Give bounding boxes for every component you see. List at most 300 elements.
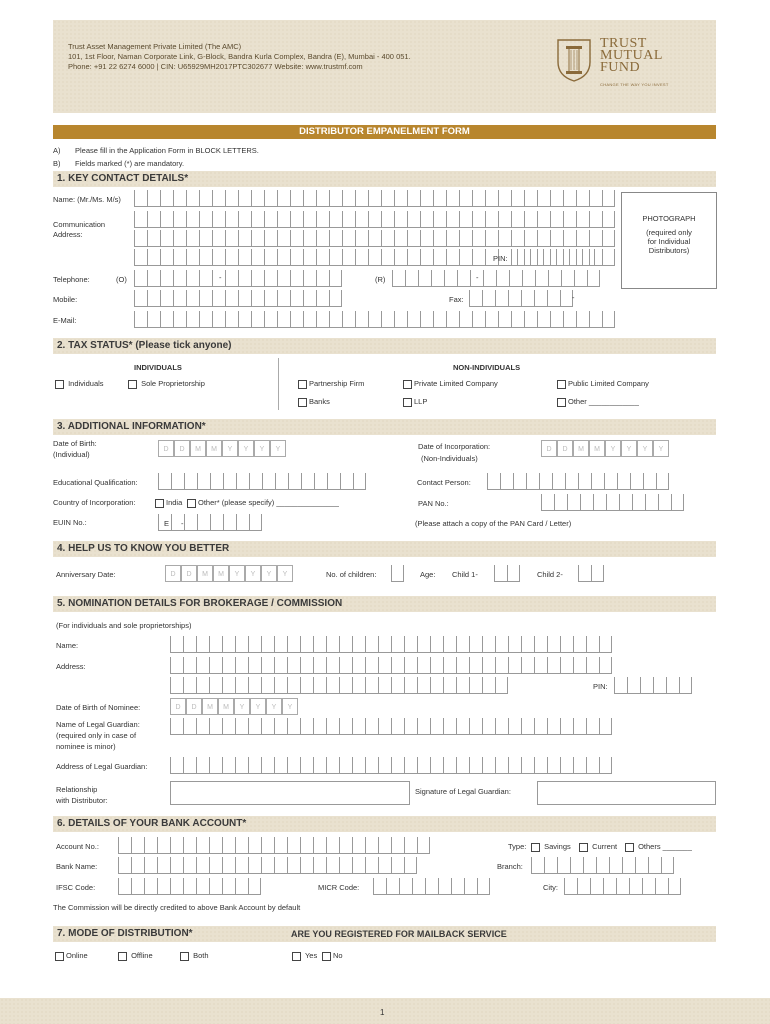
char-cell: [238, 249, 251, 266]
others-option[interactable]: [625, 842, 692, 852]
pan-input[interactable]: [541, 494, 684, 511]
char-cell: [378, 677, 391, 694]
char-cell: [469, 290, 482, 307]
char-cell: [381, 230, 394, 247]
char-cell: [173, 230, 186, 247]
others-label: Others _______: [638, 842, 692, 851]
char-cell: [417, 837, 430, 854]
branch-label: Branch:: [497, 862, 523, 871]
nominee-pin-input[interactable]: [614, 677, 692, 694]
other-tax-checkbox[interactable]: [557, 398, 566, 407]
savings-option[interactable]: [531, 842, 571, 852]
photograph-box[interactable]: [621, 192, 717, 289]
char-cell: [300, 657, 313, 674]
doi-date-input[interactable]: [541, 440, 669, 457]
banks-checkbox[interactable]: [298, 398, 307, 407]
branch-input[interactable]: [531, 857, 674, 874]
account-type-label: Type:: [508, 842, 527, 851]
individuals-option[interactable]: [55, 379, 104, 389]
char-cell: [184, 473, 197, 490]
char-cell: [326, 657, 339, 674]
nominee-dob-input[interactable]: [170, 698, 298, 715]
char-cell: [261, 718, 274, 735]
char-cell: [602, 190, 615, 207]
no-checkbox[interactable]: [322, 952, 331, 961]
char-cell: [560, 636, 573, 653]
char-cell: [238, 311, 251, 328]
char-cell: [238, 230, 251, 247]
char-cell: [329, 190, 342, 207]
char-cell: [495, 657, 508, 674]
char-cell: [329, 311, 342, 328]
char-cell: [417, 718, 430, 735]
date-cell: Y: [245, 565, 261, 582]
char-cell: [290, 211, 303, 228]
char-cell: [290, 230, 303, 247]
char-cell: [616, 878, 629, 895]
char-cell: [599, 636, 612, 653]
partnership-checkbox[interactable]: [298, 380, 307, 389]
char-cell: [186, 230, 199, 247]
char-cell: [222, 857, 235, 874]
char-cell: [352, 657, 365, 674]
date-cell: D: [541, 440, 557, 457]
char-cell: [381, 211, 394, 228]
char-cell: [355, 311, 368, 328]
logo-word-mutual: MUTUAL: [600, 48, 663, 63]
char-cell: [430, 636, 443, 653]
other-tax-label: Other ____________: [568, 397, 639, 406]
char-cell: [524, 190, 537, 207]
char-cell: [578, 473, 591, 490]
children-count-input[interactable]: [391, 565, 404, 582]
char-cell: [274, 657, 287, 674]
char-cell: [223, 514, 236, 531]
other-tax-option[interactable]: [557, 397, 639, 407]
char-cell: [456, 757, 469, 774]
char-cell: [329, 290, 342, 307]
nominee-address-2-input[interactable]: [170, 677, 508, 694]
char-cell: [277, 270, 290, 287]
char-cell: [498, 230, 511, 247]
char-cell: [342, 249, 355, 266]
char-cell: [543, 249, 556, 266]
child2-age-input[interactable]: [578, 565, 604, 582]
mobile-input[interactable]: [134, 290, 342, 307]
char-cell: [264, 270, 277, 287]
char-cell: [183, 677, 196, 694]
char-cell: [301, 473, 314, 490]
char-cell: [274, 677, 287, 694]
char-cell: [365, 757, 378, 774]
char-cell: [606, 494, 619, 511]
char-cell: [300, 757, 313, 774]
city-input[interactable]: [564, 878, 681, 895]
guardian-name-input[interactable]: [170, 718, 612, 735]
char-cell: [482, 677, 495, 694]
char-cell: [365, 837, 378, 854]
char-cell: [264, 290, 277, 307]
char-cell: [235, 837, 248, 854]
char-cell: [547, 636, 560, 653]
char-cell: [548, 270, 561, 287]
public-option[interactable]: [557, 379, 649, 389]
char-cell: [443, 636, 456, 653]
date-cell: M: [213, 565, 229, 582]
char-cell: [316, 290, 329, 307]
char-cell: [507, 565, 520, 582]
char-cell: [209, 857, 222, 874]
char-cell: [537, 311, 550, 328]
char-cell: [602, 211, 615, 228]
account-no-input[interactable]: [118, 837, 430, 854]
char-cell: [591, 565, 604, 582]
char-cell: [352, 636, 365, 653]
char-cell: [407, 230, 420, 247]
char-cell: [378, 636, 391, 653]
other-country-checkbox[interactable]: [187, 499, 196, 508]
date-cell: M: [589, 440, 605, 457]
char-cell: [249, 514, 262, 531]
char-cell: [287, 718, 300, 735]
pvt-option[interactable]: [403, 379, 498, 389]
char-cell: [352, 757, 365, 774]
sole-checkbox[interactable]: [128, 380, 137, 389]
bank-note: The Commission will be directly credited to above Bank Account by default: [53, 903, 301, 912]
char-cell: [556, 249, 569, 266]
yes-checkbox[interactable]: [292, 952, 301, 961]
guardian-address-input[interactable]: [170, 757, 612, 774]
char-cell: [238, 190, 251, 207]
banks-option[interactable]: [298, 397, 330, 407]
char-cell: [617, 473, 630, 490]
char-cell: [609, 857, 622, 874]
char-cell: [329, 211, 342, 228]
char-cell: [290, 290, 303, 307]
anniversary-label: Anniversary Date:: [56, 570, 116, 579]
char-cell: [583, 857, 596, 874]
name-input[interactable]: [134, 190, 615, 207]
char-cell: [368, 230, 381, 247]
char-cell: [541, 494, 554, 511]
char-cell: [274, 757, 287, 774]
char-cell: [277, 230, 290, 247]
char-cell: [248, 757, 261, 774]
char-cell: [303, 249, 316, 266]
nominee-name-input[interactable]: [170, 636, 612, 653]
char-cell: [576, 311, 589, 328]
pan-note: (Please attach a copy of the PAN Card / Letter): [415, 519, 572, 528]
char-cell: [522, 270, 535, 287]
llp-checkbox[interactable]: [403, 398, 412, 407]
dob-date-input[interactable]: [158, 440, 286, 457]
dob-label-2: (Individual): [53, 450, 90, 459]
char-cell: [212, 190, 225, 207]
telephone-residence-input[interactable]: [392, 270, 600, 287]
char-cell: [157, 857, 170, 874]
photo-note-2: for Individual: [647, 237, 691, 246]
char-cell: [537, 230, 550, 247]
char-cell: [560, 657, 573, 674]
char-cell: [394, 311, 407, 328]
email-input[interactable]: [134, 311, 615, 328]
char-cell: [196, 857, 209, 874]
char-cell: [485, 190, 498, 207]
mailback-yes-option[interactable]: [292, 951, 317, 961]
other-country-option[interactable]: [187, 498, 339, 508]
india-option[interactable]: [155, 498, 182, 508]
char-cell: [326, 757, 339, 774]
char-cell: [451, 878, 464, 895]
char-cell: [394, 230, 407, 247]
char-cell: [340, 473, 353, 490]
char-cell: [342, 190, 355, 207]
char-cell: [391, 565, 404, 582]
char-cell: [394, 249, 407, 266]
offline-option[interactable]: [118, 951, 153, 961]
char-cell: [459, 211, 472, 228]
char-cell: [531, 857, 544, 874]
char-cell: [381, 311, 394, 328]
char-cell: [404, 837, 417, 854]
online-checkbox[interactable]: [55, 952, 64, 961]
pvt-label: Private Limited Company: [414, 379, 498, 388]
pvt-checkbox[interactable]: [403, 380, 412, 389]
others-checkbox[interactable]: [625, 843, 634, 852]
section-bank-account: 6. DETAILS OF YOUR BANK ACCOUNT*: [53, 816, 716, 832]
char-cell: [287, 657, 300, 674]
char-cell: [173, 311, 186, 328]
current-option[interactable]: [579, 842, 617, 852]
char-cell: [355, 211, 368, 228]
char-cell: [199, 211, 212, 228]
char-cell: [391, 837, 404, 854]
fax-input[interactable]: [469, 290, 573, 307]
char-cell: [300, 857, 313, 874]
micr-input[interactable]: [373, 878, 490, 895]
individuals-checkbox[interactable]: [55, 380, 64, 389]
online-option[interactable]: [55, 951, 88, 961]
char-cell: [550, 230, 563, 247]
char-cell: [446, 211, 459, 228]
partnership-option[interactable]: [298, 379, 364, 389]
char-cell: [248, 677, 261, 694]
char-cell: [313, 857, 326, 874]
char-cell: [430, 677, 443, 694]
char-cell: [630, 473, 643, 490]
char-cell: [469, 718, 482, 735]
char-cell: [199, 311, 212, 328]
char-cell: [147, 311, 160, 328]
char-cell: [327, 473, 340, 490]
telephone-office-input[interactable]: [134, 270, 342, 287]
char-cell: [316, 230, 329, 247]
pin-label: PIN:: [493, 254, 508, 263]
char-cell: [261, 677, 274, 694]
address-line-1-input[interactable]: [134, 211, 615, 228]
education-input[interactable]: [158, 473, 366, 490]
char-cell: [173, 211, 186, 228]
form-title: DISTRIBUTOR EMPANELMENT FORM: [53, 125, 716, 139]
char-cell: [420, 211, 433, 228]
char-cell: [511, 211, 524, 228]
anniversary-date-input[interactable]: [165, 565, 293, 582]
relationship-input[interactable]: [170, 781, 410, 805]
pin-input[interactable]: [517, 249, 595, 266]
char-cell: [459, 311, 472, 328]
char-cell: [526, 473, 539, 490]
char-cell: [456, 636, 469, 653]
char-cell: [563, 190, 576, 207]
edu-label: Educational Qualification:: [53, 478, 138, 487]
char-cell: [578, 565, 591, 582]
char-cell: [186, 270, 199, 287]
char-cell: [160, 190, 173, 207]
char-cell: [235, 857, 248, 874]
char-cell: [248, 878, 261, 895]
char-cell: [573, 636, 586, 653]
char-cell: [569, 249, 582, 266]
char-cell: [550, 311, 563, 328]
public-checkbox[interactable]: [557, 380, 566, 389]
contact-person-label: Contact Person:: [417, 478, 471, 487]
char-cell: [183, 837, 196, 854]
char-cell: [599, 657, 612, 674]
char-cell: [209, 837, 222, 854]
char-cell: [593, 494, 606, 511]
char-cell: [225, 270, 238, 287]
char-cell: [602, 230, 615, 247]
photo-note-3: Distributors): [648, 246, 690, 255]
char-cell: [287, 636, 300, 653]
char-cell: [521, 757, 534, 774]
ifsc-input[interactable]: [118, 878, 261, 895]
guardian-label-3: nominee is minor): [56, 742, 116, 751]
char-cell: [160, 270, 173, 287]
char-cell: [251, 290, 264, 307]
char-cell: [251, 311, 264, 328]
char-cell: [238, 290, 251, 307]
char-cell: [196, 837, 209, 854]
offline-checkbox[interactable]: [118, 952, 127, 961]
current-checkbox[interactable]: [579, 843, 588, 852]
char-cell: [567, 494, 580, 511]
llp-option[interactable]: [403, 397, 427, 407]
both-option[interactable]: [180, 951, 209, 961]
char-cell: [485, 211, 498, 228]
relationship-label-2: with Distributor:: [56, 796, 108, 805]
char-cell: [225, 311, 238, 328]
char-cell: [131, 857, 144, 874]
char-cell: [394, 211, 407, 228]
char-cell: [655, 878, 668, 895]
char-cell: [627, 677, 640, 694]
char-cell: [261, 857, 274, 874]
char-cell: [261, 757, 274, 774]
char-cell: [482, 636, 495, 653]
india-checkbox[interactable]: [155, 499, 164, 508]
char-cell: [170, 677, 183, 694]
char-cell: [170, 837, 183, 854]
char-cell: [496, 270, 509, 287]
char-cell: [469, 757, 482, 774]
char-cell: [482, 757, 495, 774]
date-cell: D: [158, 440, 174, 457]
date-cell: M: [573, 440, 589, 457]
char-cell: [430, 757, 443, 774]
note-a-label: A): [53, 146, 61, 155]
guardian-signature-box[interactable]: [537, 781, 716, 805]
char-cell: [495, 718, 508, 735]
char-cell: [274, 857, 287, 874]
char-cell: [587, 270, 600, 287]
char-cell: [658, 494, 671, 511]
age-label: Age:: [420, 570, 436, 579]
public-label: Public Limited Company: [568, 379, 649, 388]
llp-label: LLP: [414, 397, 428, 406]
char-cell: [469, 636, 482, 653]
euin-input[interactable]: [158, 514, 262, 531]
char-cell: [248, 837, 261, 854]
banks-label: Banks: [309, 397, 330, 406]
char-cell: [212, 230, 225, 247]
contact-person-input[interactable]: [487, 473, 669, 490]
bank-name-label: Bank Name:: [56, 862, 98, 871]
char-cell: [547, 290, 560, 307]
date-cell: M: [190, 440, 206, 457]
char-cell: [144, 857, 157, 874]
char-cell: [656, 473, 669, 490]
char-cell: [290, 311, 303, 328]
date-cell: D: [186, 698, 202, 715]
char-cell: [407, 211, 420, 228]
savings-checkbox[interactable]: [531, 843, 540, 852]
char-cell: [157, 837, 170, 854]
char-cell: [235, 878, 248, 895]
both-checkbox[interactable]: [180, 952, 189, 961]
char-cell: [262, 473, 275, 490]
char-cell: [444, 270, 457, 287]
char-cell: [498, 190, 511, 207]
char-cell: [160, 311, 173, 328]
sole-option[interactable]: [128, 379, 205, 389]
char-cell: [210, 473, 223, 490]
char-cell: [420, 249, 433, 266]
char-cell: [147, 249, 160, 266]
char-cell: [517, 249, 530, 266]
savings-label: Savings: [544, 842, 571, 851]
child1-age-input[interactable]: [494, 565, 520, 582]
bank-name-input[interactable]: [118, 857, 417, 874]
char-cell: [495, 636, 508, 653]
char-cell: [160, 249, 173, 266]
char-cell: [561, 270, 574, 287]
char-cell: [368, 311, 381, 328]
nominee-address-1-input[interactable]: [170, 657, 612, 674]
address-line-2-input[interactable]: [134, 230, 615, 247]
char-cell: [648, 857, 661, 874]
yes-label: Yes: [304, 951, 318, 960]
char-cell: [339, 718, 352, 735]
char-cell: [602, 311, 615, 328]
char-cell: [622, 857, 635, 874]
char-cell: [407, 249, 420, 266]
char-cell: [446, 249, 459, 266]
char-cell: [495, 290, 508, 307]
char-cell: [446, 230, 459, 247]
char-cell: [196, 757, 209, 774]
mailback-no-option[interactable]: [322, 951, 343, 961]
